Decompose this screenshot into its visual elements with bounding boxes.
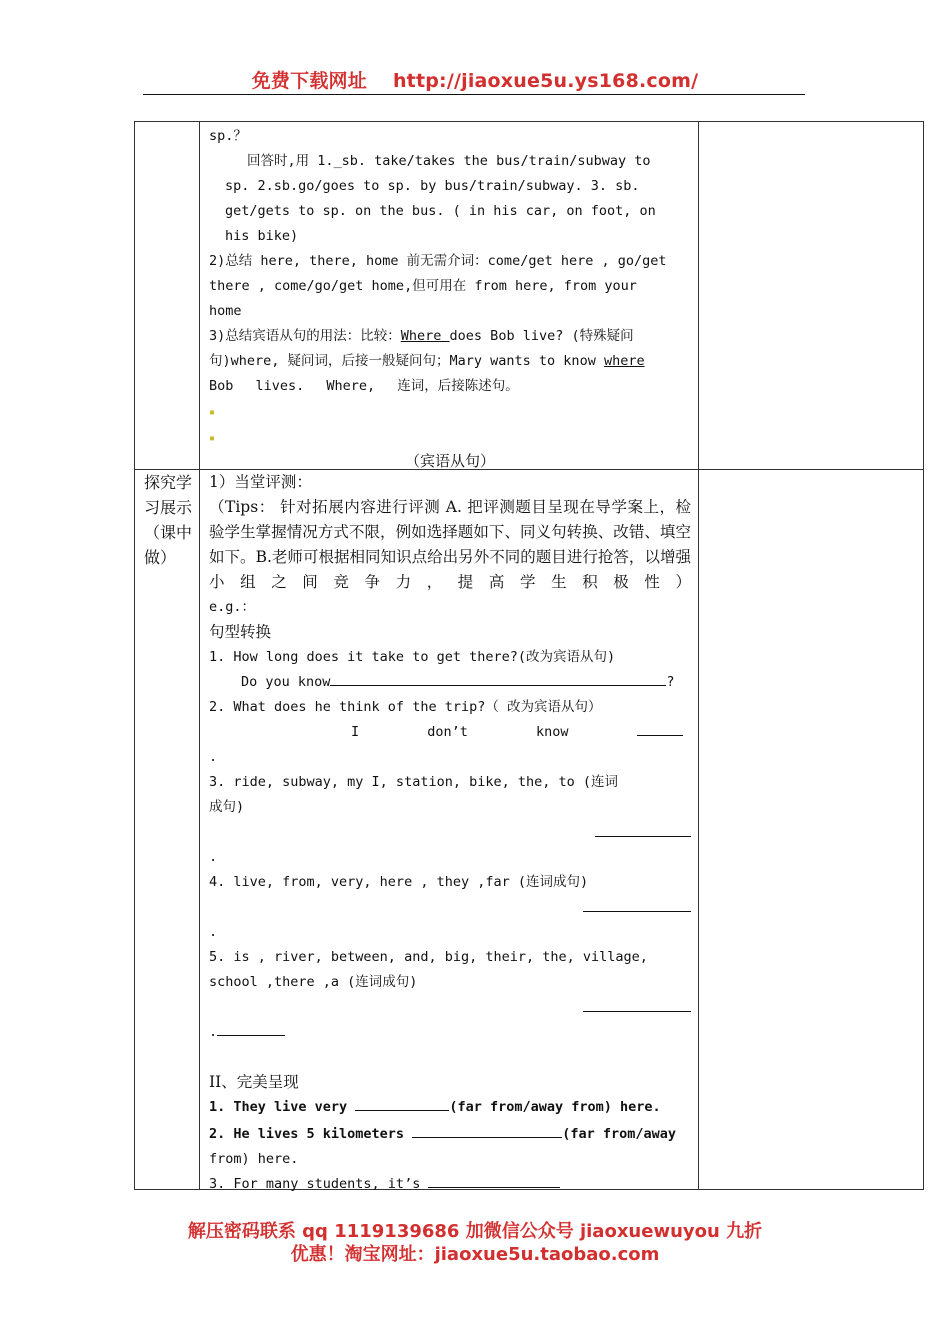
review-1-prefix: 1. They live very — [209, 1099, 348, 1115]
dot-line: . — [209, 924, 218, 940]
question-2: 2. What does he think of the trip?（ 改为宾语从句） — [209, 699, 602, 715]
review-3 — [209, 1172, 691, 1197]
answer-blank[interactable] — [355, 1095, 449, 1111]
answer-blank[interactable] — [428, 1172, 560, 1188]
top-line-7: there , come/go/get home,但可用在 from here, from your — [209, 278, 637, 294]
review-3-prefix: 3. For many students, it’s — [209, 1176, 421, 1192]
top-line-9-underlined: Where — [400, 328, 450, 344]
answer-blank[interactable] — [637, 720, 683, 736]
column-divider-2 — [698, 122, 699, 1189]
top-line-10 — [209, 349, 691, 374]
top-line-6: 2)总结 here, there, home 前无需介词：come/get here , go/get — [209, 253, 667, 269]
answer-blank[interactable] — [583, 996, 691, 1012]
section-perfect-presentation: II、完美呈现 — [209, 1073, 299, 1091]
question-2-answer-line — [209, 720, 691, 745]
header-label: 免费下载网址 — [251, 70, 367, 92]
column-divider-1 — [199, 122, 200, 1189]
question-3: 3. ride, subway, my I, station, bike, the, to (连词 — [209, 774, 619, 790]
answer-blank[interactable] — [330, 670, 666, 686]
top-spacer — [209, 399, 691, 449]
review-1-suffix: (far from/away from) here. — [449, 1099, 661, 1115]
question-4-answer-line — [209, 895, 691, 920]
question-2-prefix: I don’t know — [351, 724, 569, 740]
mark-dot: ▪ — [209, 433, 216, 444]
question-5: 5. is , river, between, and, big, their, the, village, — [209, 949, 648, 965]
review-2-cont: from) here. — [209, 1151, 299, 1167]
review-2 — [209, 1122, 691, 1147]
question-5-answer-line — [209, 995, 691, 1020]
footer-line-1: 解压密码联系 qq 1119139686 加微信公众号 jiaoxuewuyou 九折 — [187, 1221, 763, 1242]
top-line-4: get/gets to sp. on the bus. ( in his car, on foot, on — [225, 203, 656, 219]
mark-dot: ▪ — [209, 407, 216, 418]
main-cell-content — [209, 470, 691, 1197]
question-3-answer-line — [209, 820, 691, 845]
top-cell-content — [209, 124, 691, 474]
main-p1: 1）当堂评测： — [209, 473, 312, 491]
question-4: 4. live, from, very, here , they ,far (连词成句) — [209, 874, 589, 890]
review-2-prefix: 2. He lives 5 kilometers — [209, 1126, 405, 1142]
answer-blank[interactable] — [412, 1122, 562, 1138]
question-1-end: ? — [666, 674, 675, 690]
review-1 — [209, 1095, 691, 1122]
top-line-10a: 句)where, 疑问词，后接一般疑问句；Mary wants to know — [209, 353, 604, 369]
dot-line: . — [209, 749, 218, 765]
main-eg: e.g.： — [209, 599, 256, 615]
question-1: 1. How long does it take to get there?(改为宾语从句) — [209, 649, 616, 665]
page-header — [0, 66, 950, 93]
footer-line-2[interactable]: 优惠！淘宝网址：jiaoxue5u.taobao.com — [290, 1244, 660, 1265]
top-line-10-underlined: where — [603, 353, 645, 369]
top-line-9 — [209, 324, 691, 349]
question-5-answer-line-2 — [209, 1020, 691, 1045]
question-5-cont: school ,there ,a (连词成句) — [209, 974, 418, 990]
answer-blank[interactable] — [583, 896, 691, 912]
top-line-9b: does Bob live? (特殊疑问 — [449, 328, 634, 344]
lesson-table — [134, 121, 924, 1190]
top-line-9a: 3)总结宾语从句的用法：比较： — [209, 328, 401, 344]
main-tips: （Tips： 针对拓展内容进行评测 A. 把评测题目呈现在导学案上，检验学生掌握情况方式不限，例如选择题如下、同义句转换、改错、填空如下。B.老师可根据相同知识点给出另外不同的题目进行抢答，以增强小组之间竞争力，提高学生积极性） — [209, 498, 691, 591]
answer-blank[interactable] — [217, 1020, 285, 1036]
dot-mark: . — [209, 1024, 218, 1040]
header-rule — [143, 94, 805, 95]
side-label: 探究学习展示（课中做） — [144, 473, 193, 567]
top-line-12: （宾语从句） — [404, 452, 495, 470]
top-line-8: home — [209, 303, 242, 319]
page-footer — [0, 1220, 950, 1266]
section-sentence-transform: 句型转换 — [209, 623, 272, 641]
dot-line: . — [209, 849, 218, 865]
question-3-cont: 成句) — [209, 799, 245, 815]
top-line-11: Bob lives. Where, 连词，后接陈述句。 — [209, 378, 519, 394]
top-line-2: 回答时,用 1._sb. take/takes the bus/train/subway to — [247, 153, 651, 169]
answer-blank[interactable] — [595, 821, 691, 837]
question-1-answer-line — [209, 670, 691, 695]
question-1-prefix: Do you know — [241, 674, 331, 690]
top-line-5: his bike) — [225, 228, 299, 244]
header-url-link[interactable]: http://jiaoxue5u.ys168.com/ — [392, 70, 699, 92]
top-line-3: sp. 2.sb.go/goes to sp. by bus/train/subway. 3. sb. — [225, 178, 640, 194]
review-2-suffix: (far from/away — [562, 1126, 677, 1142]
top-line-1: sp.？ — [209, 128, 247, 144]
spacer — [209, 1045, 691, 1070]
